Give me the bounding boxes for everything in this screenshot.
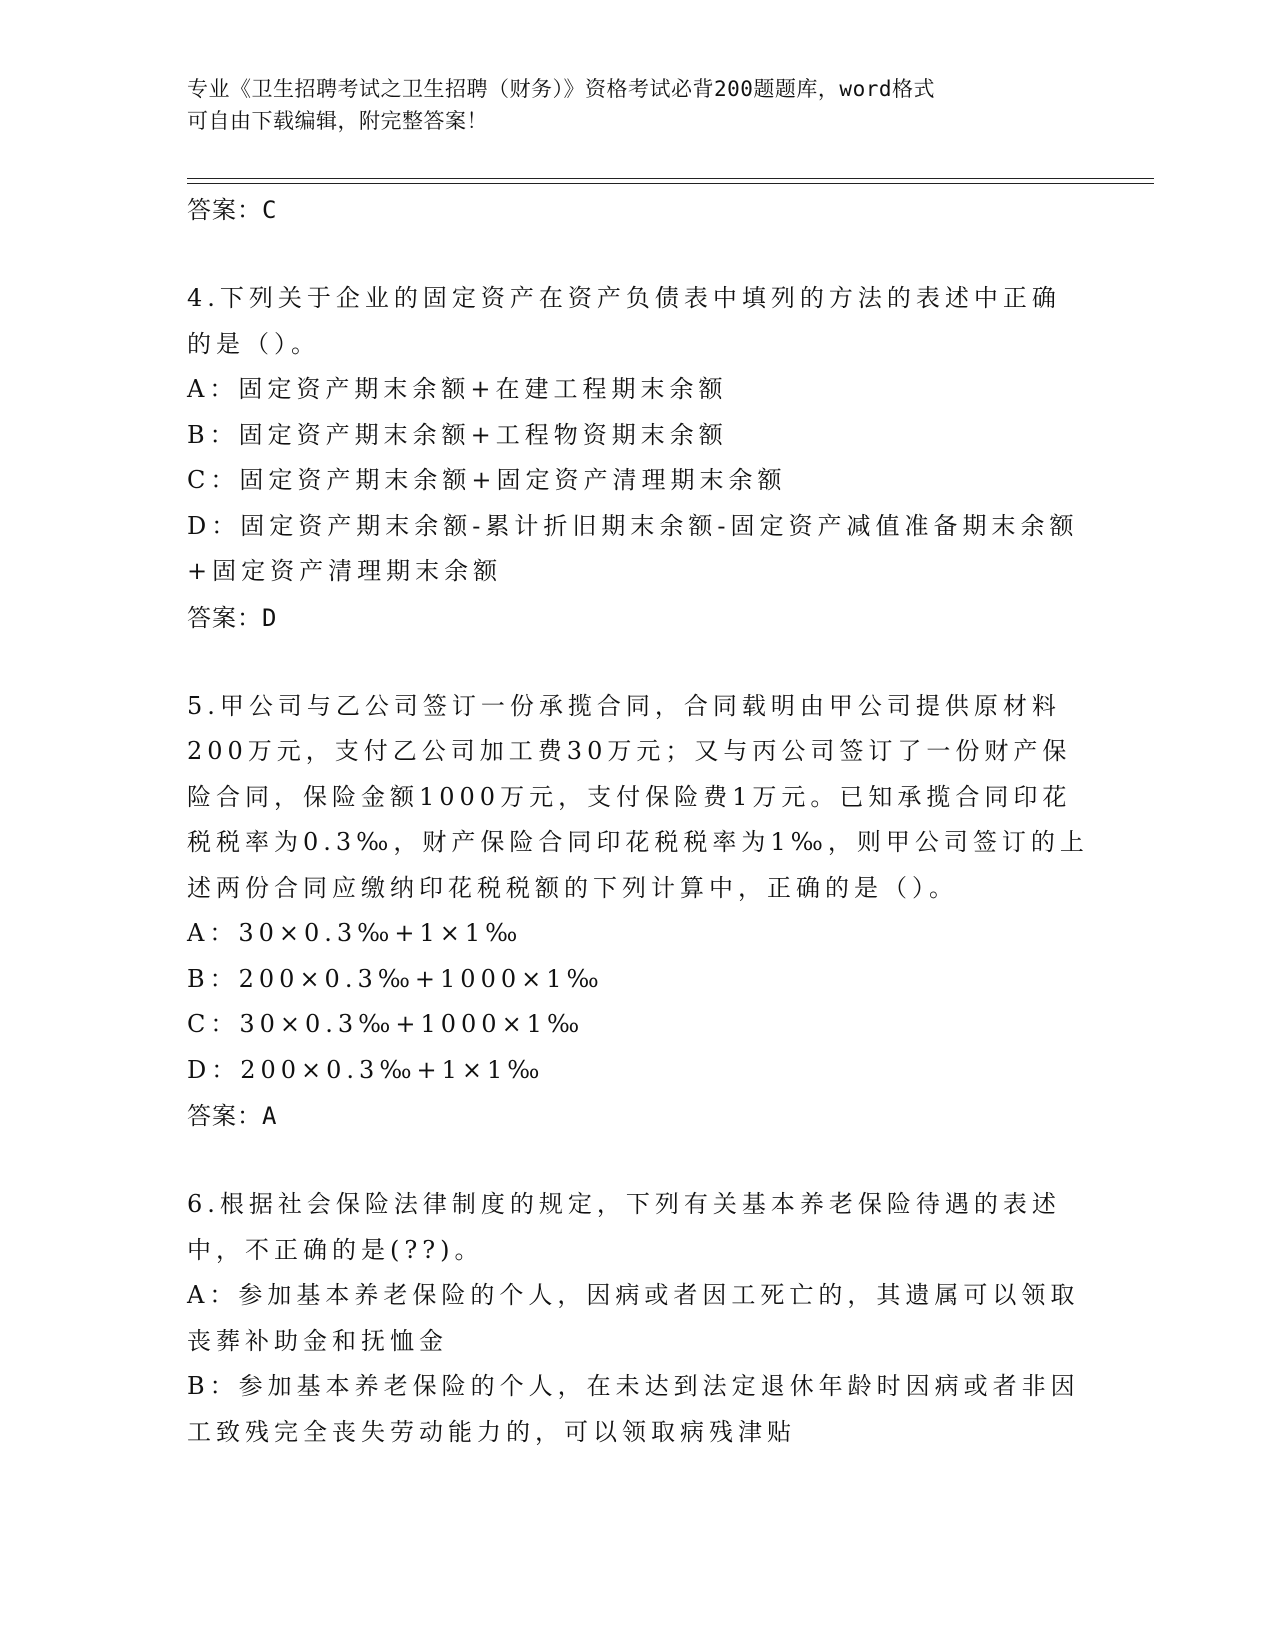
question-4-option-c: C：固定资产期末余额+固定资产清理期末余额	[187, 466, 787, 494]
header-line-1: 专业《卫生招聘考试之卫生招聘（财务）》资格考试必背200题题库，word格式	[187, 77, 935, 101]
question-5	[187, 684, 1087, 1094]
question-5-option-c: C：30×0.3‰+1000×1‰	[187, 1010, 585, 1038]
spacer	[187, 1139, 1087, 1182]
question-5-text-4: 税税率为0.3‰，财产保险合同印花税税率为1‰，则甲公司签订的上	[187, 828, 1089, 856]
question-6	[187, 1182, 1087, 1455]
question-5-text-1: 5.甲公司与乙公司签订一份承揽合同，合同载明由甲公司提供原材料	[187, 691, 1061, 720]
question-5-option-a: A：30×0.3‰+1×1‰	[187, 919, 523, 947]
answer-q4: 答案：D	[187, 603, 278, 632]
header-rule-bottom	[187, 183, 1154, 184]
question-6-option-a: A：参加基本养老保险的个人，因病或者因工死亡的，其遗属可以领取	[187, 1281, 1080, 1309]
question-6-text-1: 6.根据社会保险法律制度的规定，下列有关基本养老保险待遇的表述	[187, 1190, 1061, 1218]
answer-q5: 答案：A	[187, 1102, 278, 1130]
question-5-option-b: B：200×0.3‰+1000×1‰	[187, 964, 604, 993]
question-6-option-b: B：参加基本养老保险的个人，在未达到法定退休年龄时因病或者非因	[187, 1372, 1080, 1400]
question-4-text-2: 的是（）。	[187, 329, 320, 358]
answer-q3: 答案：C	[187, 196, 278, 224]
question-5-option-d: D：200×0.3‰+1×1‰	[187, 1055, 545, 1084]
header-rule-top	[187, 178, 1154, 179]
question-4-option-d: D：固定资产期末余额-累计折旧期末余额-固定资产减值准备期末余额	[187, 511, 1079, 540]
question-5-text-2: 200万元，支付乙公司加工费30万元；又与丙公司签订了一份财产保	[187, 737, 1072, 765]
document-body	[187, 187, 1087, 1455]
question-5-text-5: 述两份合同应缴纳印花税税额的下列计算中，正确的是（）。	[187, 873, 958, 902]
question-6-text-2: 中，不正确的是(??)。	[187, 1235, 484, 1264]
question-4-option-d-cont: +固定资产清理期末余额	[187, 557, 503, 585]
question-5-text-3: 险合同，保险金额1000万元，支付保险费1万元。已知承揽合同印花	[187, 782, 1072, 811]
question-4-text-1: 4.下列关于企业的固定资产在资产负债表中填列的方法的表述中正确	[187, 284, 1061, 312]
spacer	[187, 233, 1087, 276]
spacer	[187, 641, 1087, 684]
question-4-option-b: B：固定资产期末余额+工程物资期末余额	[187, 420, 728, 449]
document-header	[187, 73, 1087, 137]
question-6-option-a-cont: 丧葬补助金和抚恤金	[187, 1326, 448, 1355]
question-6-option-b-cont: 工致残完全丧失劳动能力的，可以领取病残津贴	[187, 1417, 796, 1446]
header-line-2: 可自由下载编辑，附完整答案！	[187, 109, 488, 133]
question-4-option-a: A：固定资产期末余额+在建工程期末余额	[187, 375, 728, 403]
question-4	[187, 276, 1087, 595]
